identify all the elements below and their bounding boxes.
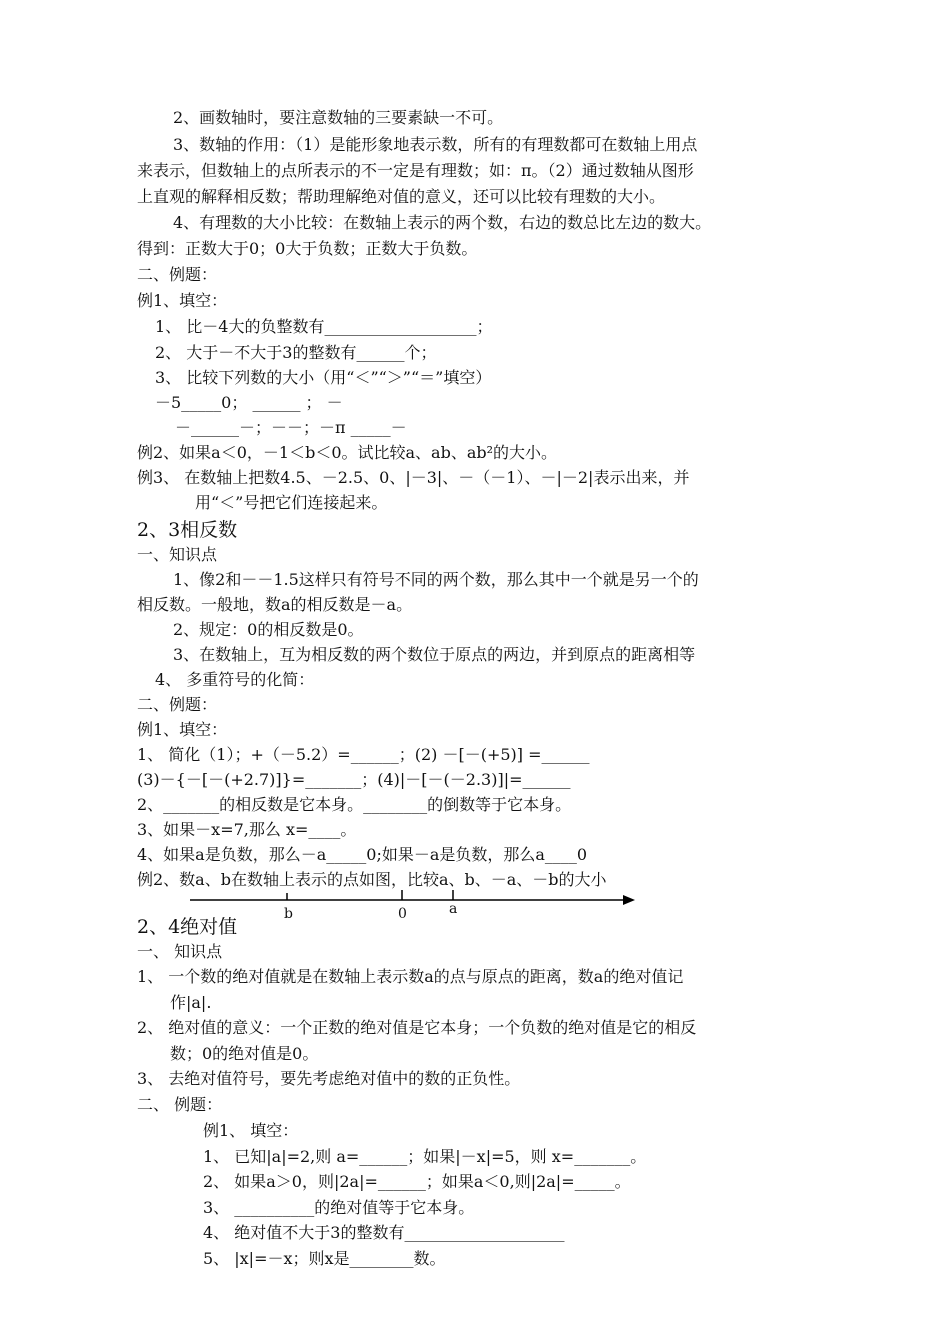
text-line: 2、规定：0的相反数是0。 [173,620,364,639]
text-line: 3、数轴的作用：（1）是能形象地表示数，所有的有理数都可在数轴上用点 [173,135,698,154]
text-line: 例1、 填空： [203,1121,299,1140]
text-line: 例1、填空： [137,720,228,739]
text-line: 一、 知识点 [137,942,223,961]
section-heading: 2、3相反数 [137,519,238,541]
text-line: 3、 比较下列数的大小（用“＜”“＞”“＝”填空） [155,368,492,387]
text-line: 2、 绝对值的意义：一个正数的绝对值是它本身；一个负数的绝对值是它的相反 [137,1018,697,1037]
text-line: 一、知识点 [137,545,218,564]
text-line: 作|a|. [170,993,212,1012]
text-line: 数；0的绝对值是0。 [170,1044,319,1063]
text-line: 4、 多重符号的化简： [155,670,315,689]
text-line: 1、像2和－－1.5这样只有符号不同的两个数，那么其中一个就是另一个的 [173,570,699,589]
text-line: 3、如果－x=7,那么 x=____。 [137,820,357,839]
number-line-axis [185,888,645,908]
text-line: 1、 简化（1）；+（－5.2）=______；(2) －[－(+5)] =______ [137,745,590,764]
text-line: 用“＜”号把它们连接起来。 [195,493,388,512]
text-line: 4、有理数的大小比较：在数轴上表示的两个数，右边的数总比左边的数大。 [173,213,712,232]
text-line: 3、 去绝对值符号，要先考虑绝对值中的数的正负性。 [137,1069,521,1088]
text-line: 4、如果a是负数，那么－a_____0;如果－a是负数，那么a____0 [137,845,588,864]
text-line: 3、在数轴上，互为相反数的两个数位于原点的两边，并到原点的距离相等 [173,645,696,664]
text-line: 例2、数a、b在数轴上表示的点如图，比较a、b、－a、－b的大小 [137,870,607,889]
text-line: 2、画数轴时，要注意数轴的三要素缺一不可。 [173,108,504,127]
number-line-label-zero: 0 [398,906,407,922]
text-line: 例3、 在数轴上把数4.5、－2.5、0、|－3|、－（－1）、－|－2|表示出来，并 [137,468,690,487]
text-line: －5_____0； ______ ； － [155,393,343,412]
text-line: 1、 比－4大的负整数有___________________； [155,317,493,336]
number-line-label-b: b [284,906,293,922]
text-line: 上直观的解释相反数；帮助理解绝对值的意义，还可以比较有理数的大小。 [137,187,666,206]
text-line: 3、 __________的绝对值等于它本身。 [203,1198,475,1217]
text-line: 例1、填空： [137,291,228,310]
text-line: 例2、如果a＜0，－1＜b＜0。试比较a、ab、ab²的大小。 [137,443,558,462]
text-line: 2、_______的相反数是它本身。________的倒数等于它本身。 [137,795,572,814]
text-line: 4、 绝对值不大于3的整数有____________________ [203,1223,565,1242]
text-line: 得到：正数大于0；0大于负数；正数大于负数。 [137,239,478,258]
number-line-label-a: a [449,901,458,917]
text-line: 1、 已知|a|=2,则 a=______；如果|－x|=5，则 x=_______。 [203,1147,647,1166]
text-line: (3)－{－[－(+2.7)]}=_______；(4)|－[－(－2.3)]|=______ [137,770,571,789]
text-line: 2、 大于－不大于3的整数有______个； [155,343,437,362]
number-line [185,888,645,928]
section-heading: 2、4绝对值 [137,916,238,938]
text-line: 二、例题： [137,265,218,284]
text-line: 相反数。一般地，数a的相反数是－a。 [137,595,413,614]
text-line: 来表示，但数轴上的点所表示的不一定是有理数；如：π。（2）通过数轴从图形 [137,161,694,180]
text-line: 5、 |x|=－x；则x是________数。 [203,1249,446,1268]
text-line: 2、 如果a＞0，则|2a|=______；如果a＜0,则|2a|=_____。 [203,1172,631,1191]
text-line: 二、 例题： [137,1095,223,1114]
text-line: 二、例题： [137,695,218,714]
text-line: 1、 一个数的绝对值就是在数轴上表示数a的点与原点的距离，数a的绝对值记 [137,967,684,986]
text-line: －______－；－－；－π _____－ [175,418,407,437]
